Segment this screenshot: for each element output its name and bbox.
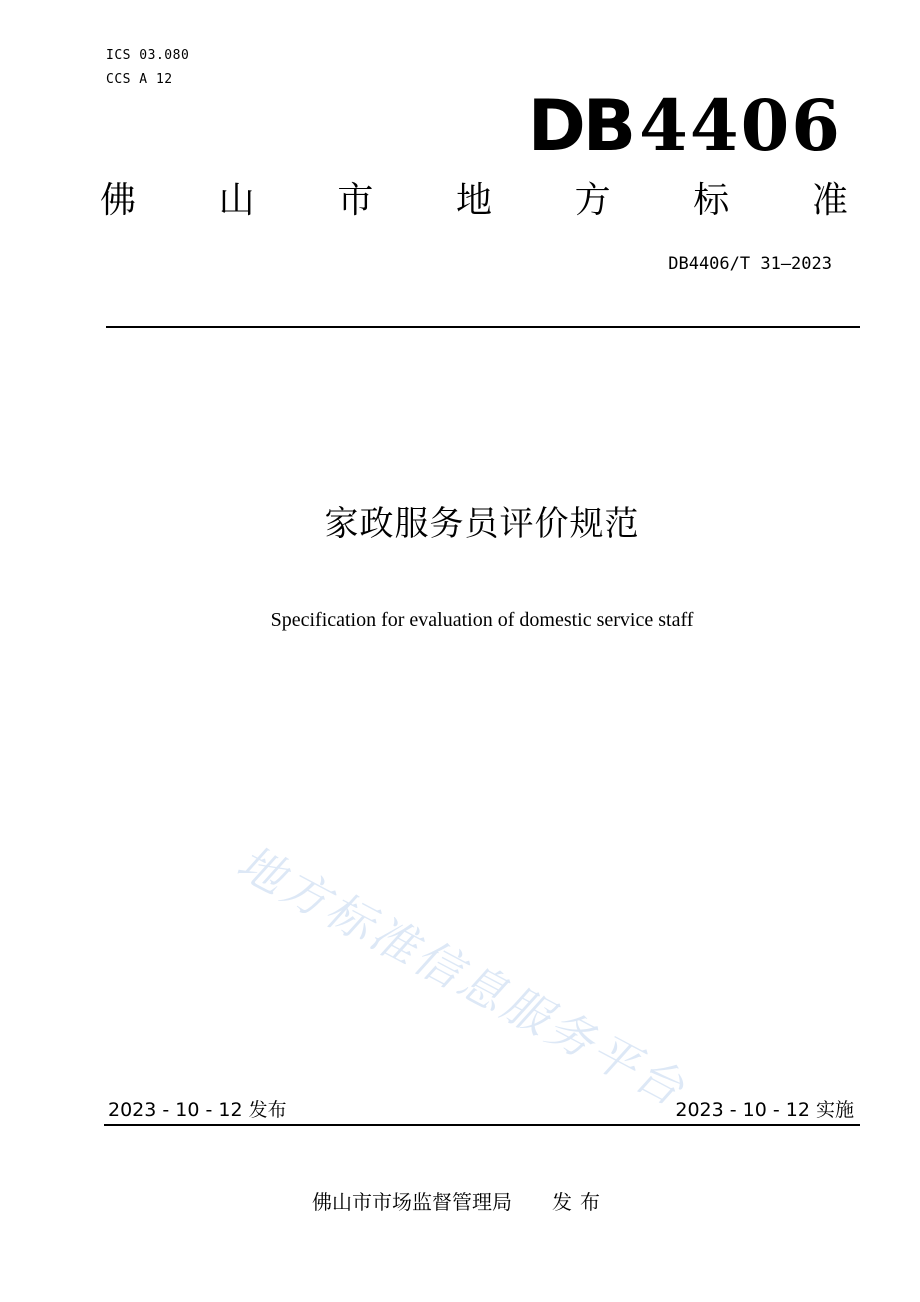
db-logo [527,84,842,167]
issue-date: 2023 - 10 - 12 发布 [108,1099,287,1121]
footer-divider [104,1124,860,1126]
standard-type-char: 方 [574,180,611,221]
publisher-action: 发布 [552,1190,608,1214]
standard-type-heading [100,178,848,224]
ics-code: ICS 03.080 [106,48,190,63]
standard-type-char: 市 [337,180,374,221]
publisher-name: 佛山市市场监督管理局 [312,1190,512,1214]
standard-type-char: 准 [811,180,848,221]
implementation-date: 2023 - 10 - 12 实施 [675,1099,854,1121]
standard-type-char: 标 [693,180,730,221]
document-subtitle-english: Specification for evaluation of domestic service staff [270,609,694,631]
watermark: 地方标准信息服务平台 [228,834,696,1118]
standard-type-char: 佛 [100,180,137,221]
db-logo-letters: DB [527,85,634,167]
standard-type-char: 地 [455,180,492,221]
standard-number: DB4406/T 31—2023 [668,254,832,274]
db-logo-digits: 4406 [639,84,842,167]
document-title: 家政服务员评价规范 [324,504,640,544]
standard-type-char: 山 [218,180,255,221]
ccs-code: CCS A 12 [106,72,173,87]
header-divider [106,326,860,328]
publisher-line [0,1188,920,1216]
